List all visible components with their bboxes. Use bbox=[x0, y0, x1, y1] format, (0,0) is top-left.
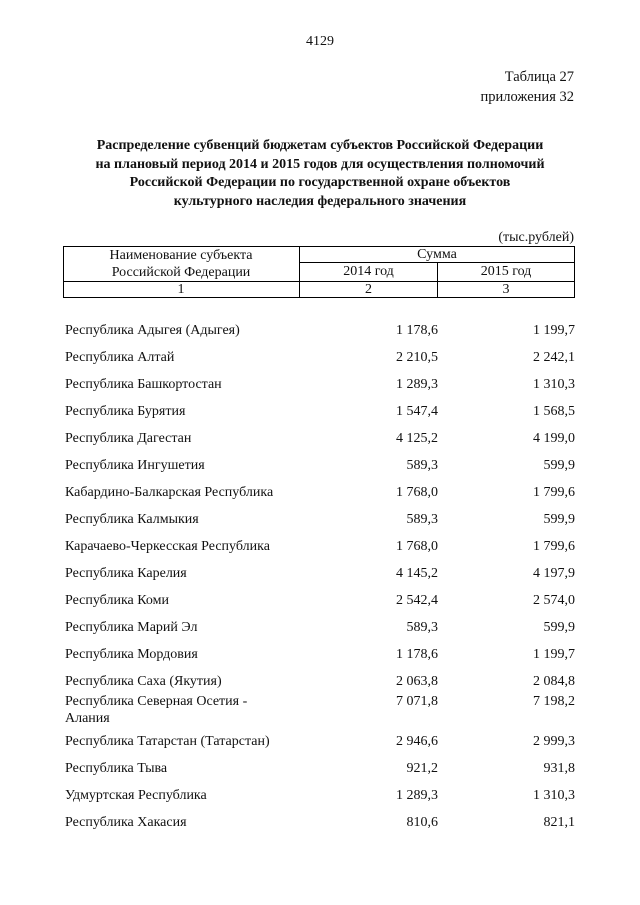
value-2015: 4 197,9 bbox=[533, 566, 575, 581]
region-name: Республика Коми bbox=[65, 593, 169, 608]
page-number: 4129 bbox=[306, 34, 334, 49]
header-year-2014: 2014 год bbox=[343, 264, 394, 279]
value-2014: 2 063,8 bbox=[396, 674, 438, 689]
region-name: Республика Дагестан bbox=[65, 431, 192, 446]
table-reference-line: приложения 32 bbox=[480, 89, 574, 105]
header-col-number: 3 bbox=[502, 282, 510, 297]
value-2015: 1 199,7 bbox=[533, 647, 575, 662]
value-2014: 1 289,3 bbox=[396, 788, 438, 803]
value-2014: 2 210,5 bbox=[396, 350, 438, 365]
value-2015: 2 574,0 bbox=[533, 593, 575, 608]
header-year-2015: 2015 год bbox=[480, 264, 532, 279]
region-name: Удмуртская Республика bbox=[65, 788, 207, 803]
region-name: Республика Ингушетия bbox=[65, 458, 205, 473]
value-2014: 810,6 bbox=[406, 815, 438, 830]
value-2015: 821,1 bbox=[543, 815, 575, 830]
region-name: Республика Карелия bbox=[65, 566, 187, 581]
title-line: на плановый период 2014 и 2015 годов для осуществления полномочий bbox=[95, 156, 545, 172]
value-2015: 931,8 bbox=[543, 761, 575, 776]
value-2015: 1 310,3 bbox=[533, 788, 575, 803]
value-2015: 1 568,5 bbox=[533, 404, 575, 419]
region-name: Республика Тыва bbox=[65, 761, 168, 776]
value-2014: 1 289,3 bbox=[396, 377, 438, 392]
region-name: Республика Хакасия bbox=[65, 815, 187, 830]
value-2015: 2 084,8 bbox=[533, 674, 575, 689]
value-2015: 1 799,6 bbox=[533, 539, 575, 554]
value-2014: 1 768,0 bbox=[396, 485, 438, 500]
region-name: Республика Алтай bbox=[65, 350, 175, 365]
value-2015: 7 198,2 bbox=[533, 694, 575, 709]
value-2015: 599,9 bbox=[543, 458, 575, 473]
value-2015: 1 310,3 bbox=[533, 377, 575, 392]
region-name: Республика Марий Эл bbox=[65, 620, 198, 635]
value-2015: 2 242,1 bbox=[533, 350, 575, 365]
units-label: (тыс.рублей) bbox=[498, 230, 574, 245]
region-name: Республика Татарстан (Татарстан) bbox=[65, 734, 270, 749]
value-2014: 7 071,8 bbox=[396, 694, 438, 709]
header-col-number: 1 bbox=[177, 282, 185, 297]
value-2015: 1 799,6 bbox=[533, 485, 575, 500]
value-2014: 4 125,2 bbox=[396, 431, 438, 446]
value-2014: 589,3 bbox=[406, 620, 438, 635]
value-2014: 921,2 bbox=[406, 761, 438, 776]
value-2015: 2 999,3 bbox=[533, 734, 575, 749]
table-header bbox=[63, 246, 575, 298]
document-title bbox=[50, 137, 590, 211]
value-2014: 1 768,0 bbox=[396, 539, 438, 554]
value-2015: 599,9 bbox=[543, 512, 575, 527]
header-sum: Сумма bbox=[417, 247, 457, 262]
table-reference bbox=[481, 67, 574, 107]
value-2015: 599,9 bbox=[543, 620, 575, 635]
region-name: Республика Северная Осетия - Алания bbox=[65, 694, 248, 726]
region-name: Республика Калмыкия bbox=[65, 512, 199, 527]
value-2014: 2 542,4 bbox=[396, 593, 438, 608]
title-line: культурного наследия федерального значения bbox=[173, 193, 467, 209]
region-name: Республика Мордовия bbox=[65, 647, 198, 662]
value-2014: 589,3 bbox=[406, 512, 438, 527]
value-2014: 4 145,2 bbox=[396, 566, 438, 581]
value-2014: 1 178,6 bbox=[396, 647, 438, 662]
header-col-number: 2 bbox=[365, 282, 372, 297]
header-border-right bbox=[574, 246, 575, 298]
value-2014: 589,3 bbox=[406, 458, 438, 473]
title-line: Распределение субвенций бюджетам субъектов Российской Федерации bbox=[96, 138, 544, 153]
table-reference-line: Таблица 27 bbox=[504, 69, 574, 85]
region-name: Кабардино-Балкарская Республика bbox=[65, 485, 274, 500]
value-2015: 4 199,0 bbox=[533, 431, 575, 446]
title-line: Российской Федерации по государственной охране объектов bbox=[129, 175, 511, 190]
region-name: Республика Бурятия bbox=[65, 404, 186, 419]
region-name: Карачаево-Черкесская Республика bbox=[65, 539, 270, 554]
region-name: Республика Саха (Якутия) bbox=[65, 674, 222, 689]
value-2014: 1 547,4 bbox=[396, 404, 438, 419]
value-2014: 2 946,6 bbox=[396, 734, 438, 749]
header-col-name-line: Российской Федерации bbox=[111, 265, 251, 280]
header-col-name bbox=[63, 247, 299, 281]
value-2014: 1 178,6 bbox=[396, 323, 438, 338]
region-name: Республика Башкортостан bbox=[65, 377, 222, 392]
region-name: Республика Адыгея (Адыгея) bbox=[65, 323, 240, 338]
value-2015: 1 199,7 bbox=[533, 323, 575, 338]
header-col-name-line: Наименование субъекта bbox=[109, 248, 253, 263]
